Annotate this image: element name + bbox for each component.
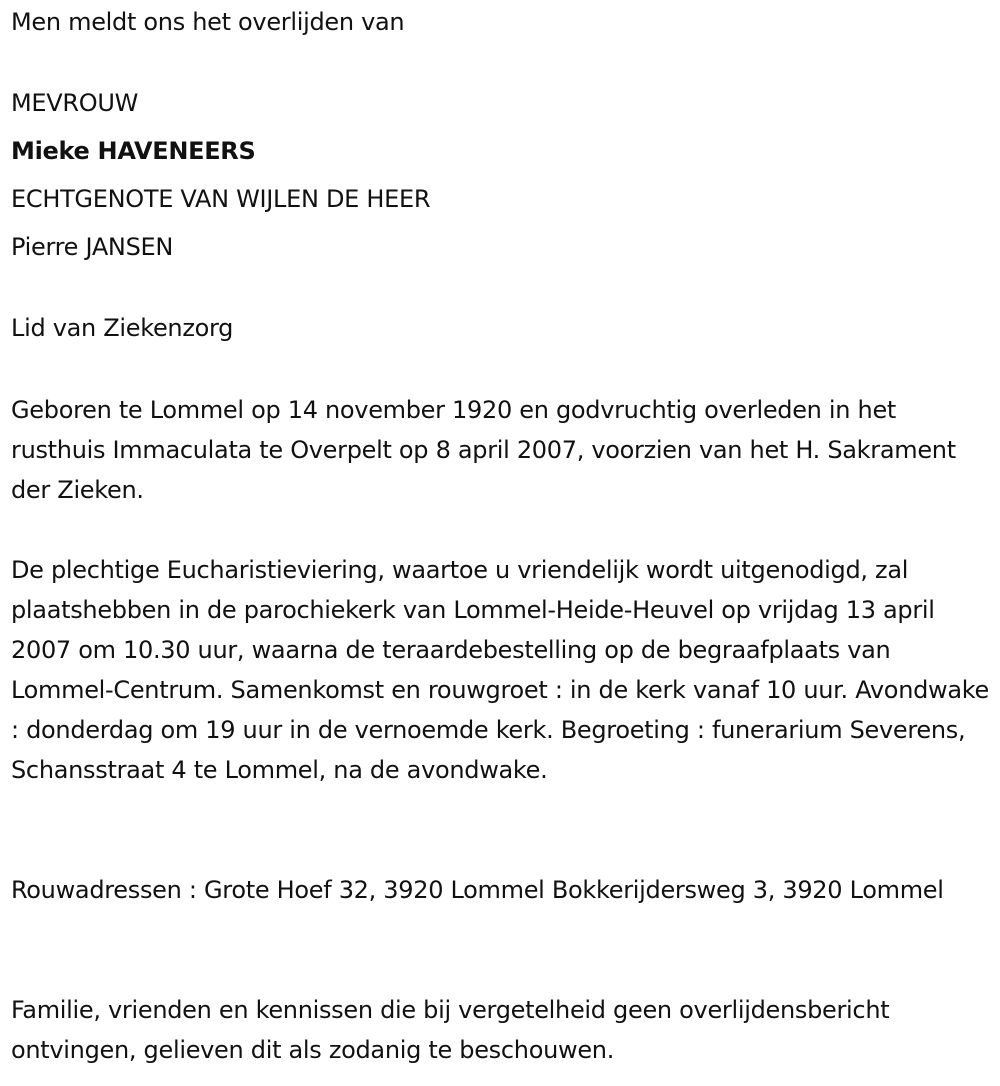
title-text: MEVROUW [11, 89, 139, 117]
membership-text: Lid van Ziekenzorg [11, 314, 234, 342]
addresses-paragraph: Rouwadressen : Grote Hoef 32, 3920 Lommel Bokkerijdersweg 3, 3920 Lommel [11, 876, 944, 904]
intro-text: Men meldt ons het overlijden van [11, 8, 405, 36]
funeral-paragraph: De plechtige Eucharistieviering, waartoe u vriendelijk wordt uitgenodigd, zal plaatshebben in de parochiekerk van Lommel-Heide-Heuvel op vrijdag 13 april 2007 om 10.30 uur, waarna de teraardebestelling op de begraafplaats van Lommel-Centrum. Samenkomst en rouwgroet : in de kerk vanaf 10 uur. Avondwake : donderdag om 19 uur in de vernoemde kerk. Begroeting : funerarium Severens, Schansstraat 4 te Lommel, na de avondwake. [11, 556, 989, 784]
birth-death-paragraph: Geboren te Lommel op 14 november 1920 en godvruchtig overleden in het rusthuis Immaculata te Overpelt op 8 april 2007, voorzien van het H. Sakrament der Zieken. [11, 396, 956, 504]
deceased-name: Mieke HAVENEERS [11, 137, 256, 165]
relation-text: ECHTGENOTE VAN WIJLEN DE HEER [11, 185, 431, 213]
closing-paragraph: Familie, vrienden en kennissen die bij vergetelheid geen overlijdensbericht ontvingen, gelieven dit als zodanig te beschouwen. [11, 996, 890, 1064]
spouse-name: Pierre JANSEN [11, 233, 174, 261]
